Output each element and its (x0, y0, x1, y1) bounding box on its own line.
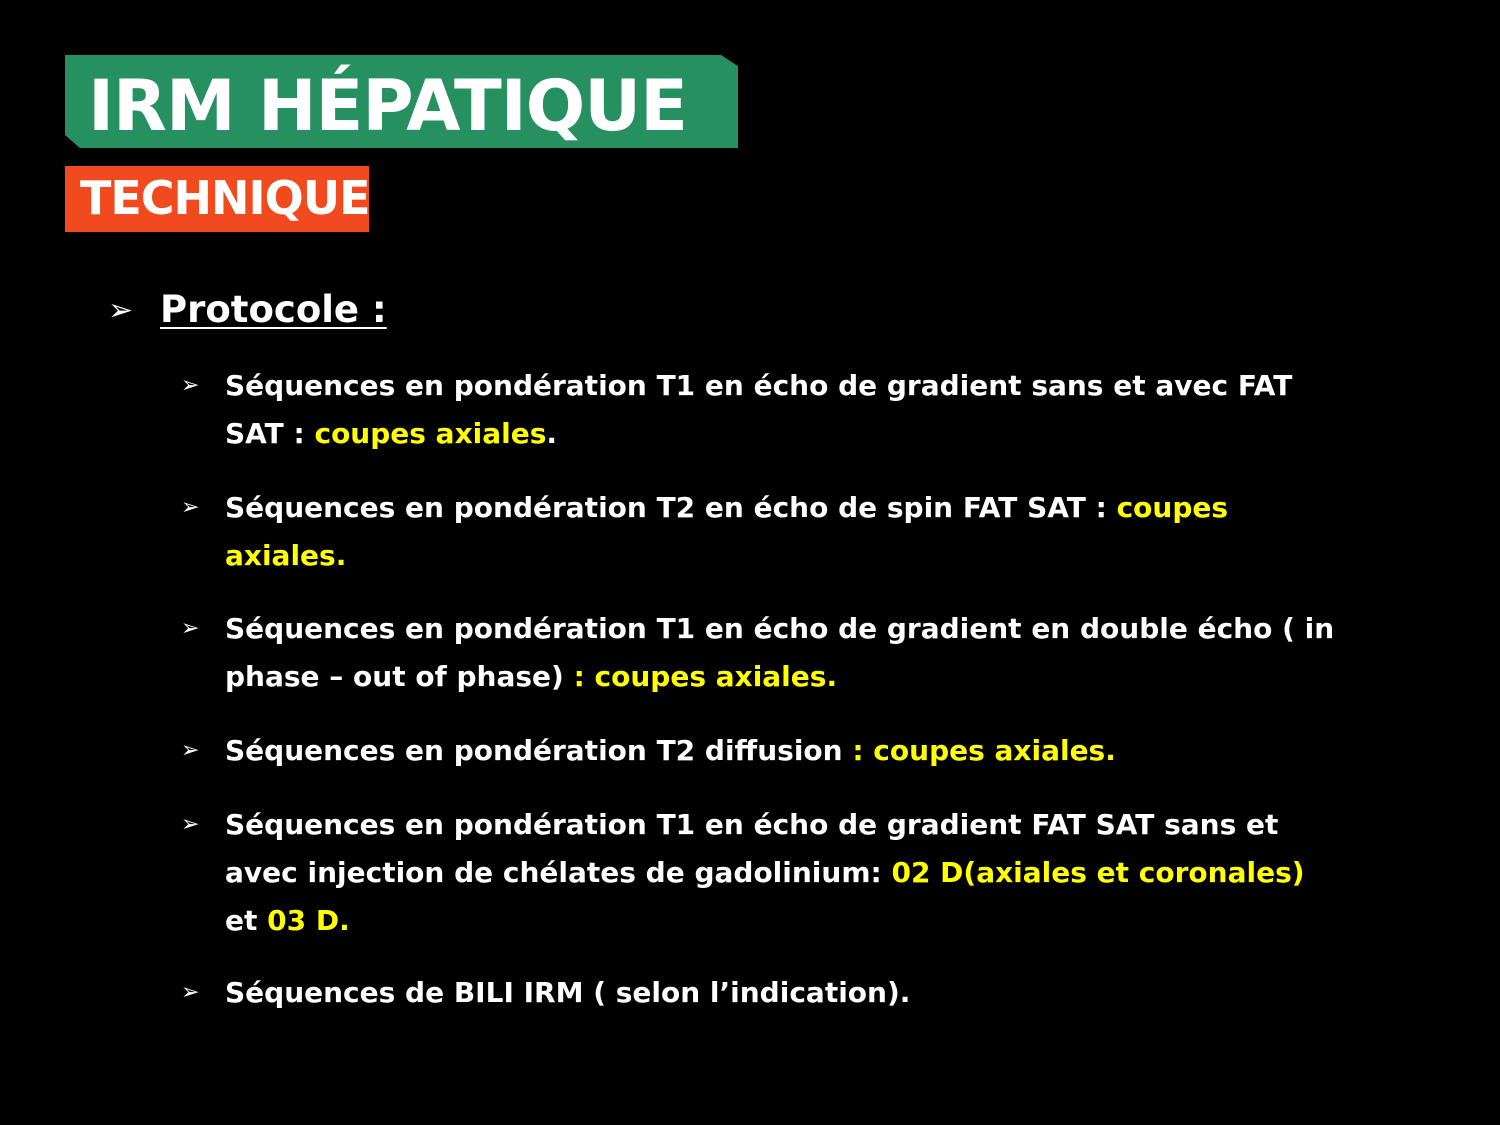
item-text: Séquences en pondération T2 en écho de spin FAT SAT : (225, 491, 1117, 524)
arrow-bullet-icon: ➢ (181, 373, 200, 398)
item-text: . (546, 417, 558, 450)
arrow-bullet-icon: ➢ (108, 293, 134, 328)
list-item (225, 801, 1345, 945)
item-text: Séquences en pondération T1 en écho de gradient FAT SAT sans et avec injection de chélates de gadolinium: (225, 808, 1279, 889)
arrow-bullet-icon: ➢ (181, 616, 200, 641)
item-highlight: 03 D. (267, 904, 350, 937)
item-highlight: coupes axiales (314, 417, 547, 450)
item-text: Séquences en pondération T2 diffusion (225, 734, 853, 767)
slide-title: IRM HÉPATIQUE (88, 65, 687, 147)
arrow-bullet-icon: ➢ (181, 812, 200, 837)
arrow-bullet-icon: ➢ (181, 495, 200, 520)
list-item (225, 969, 1345, 1017)
list-item (225, 362, 1345, 458)
item-text: et (225, 904, 268, 937)
item-highlight: coupes axiales. (225, 491, 1229, 572)
list-item (225, 727, 1345, 775)
list-item (225, 605, 1345, 701)
item-text: Séquences en pondération T1 en écho de gradient en double écho ( in phase – out of phase) (225, 612, 1335, 693)
item-highlight: : coupes axiales. (852, 734, 1116, 767)
item-highlight: 02 D(axiales et coronales) (891, 856, 1305, 889)
arrow-bullet-icon: ➢ (181, 980, 200, 1005)
item-text: Séquences de BILI IRM ( selon l’indication). (225, 976, 911, 1009)
item-text: Séquences en pondération T1 en écho de gradient sans et avec FAT SAT : (225, 369, 1293, 450)
arrow-bullet-icon: ➢ (181, 738, 200, 763)
protocol-heading: Protocole : (160, 288, 387, 331)
section-label: TECHNIQUE (80, 171, 370, 225)
item-highlight: : coupes axiales. (573, 660, 838, 693)
list-item (225, 484, 1345, 580)
